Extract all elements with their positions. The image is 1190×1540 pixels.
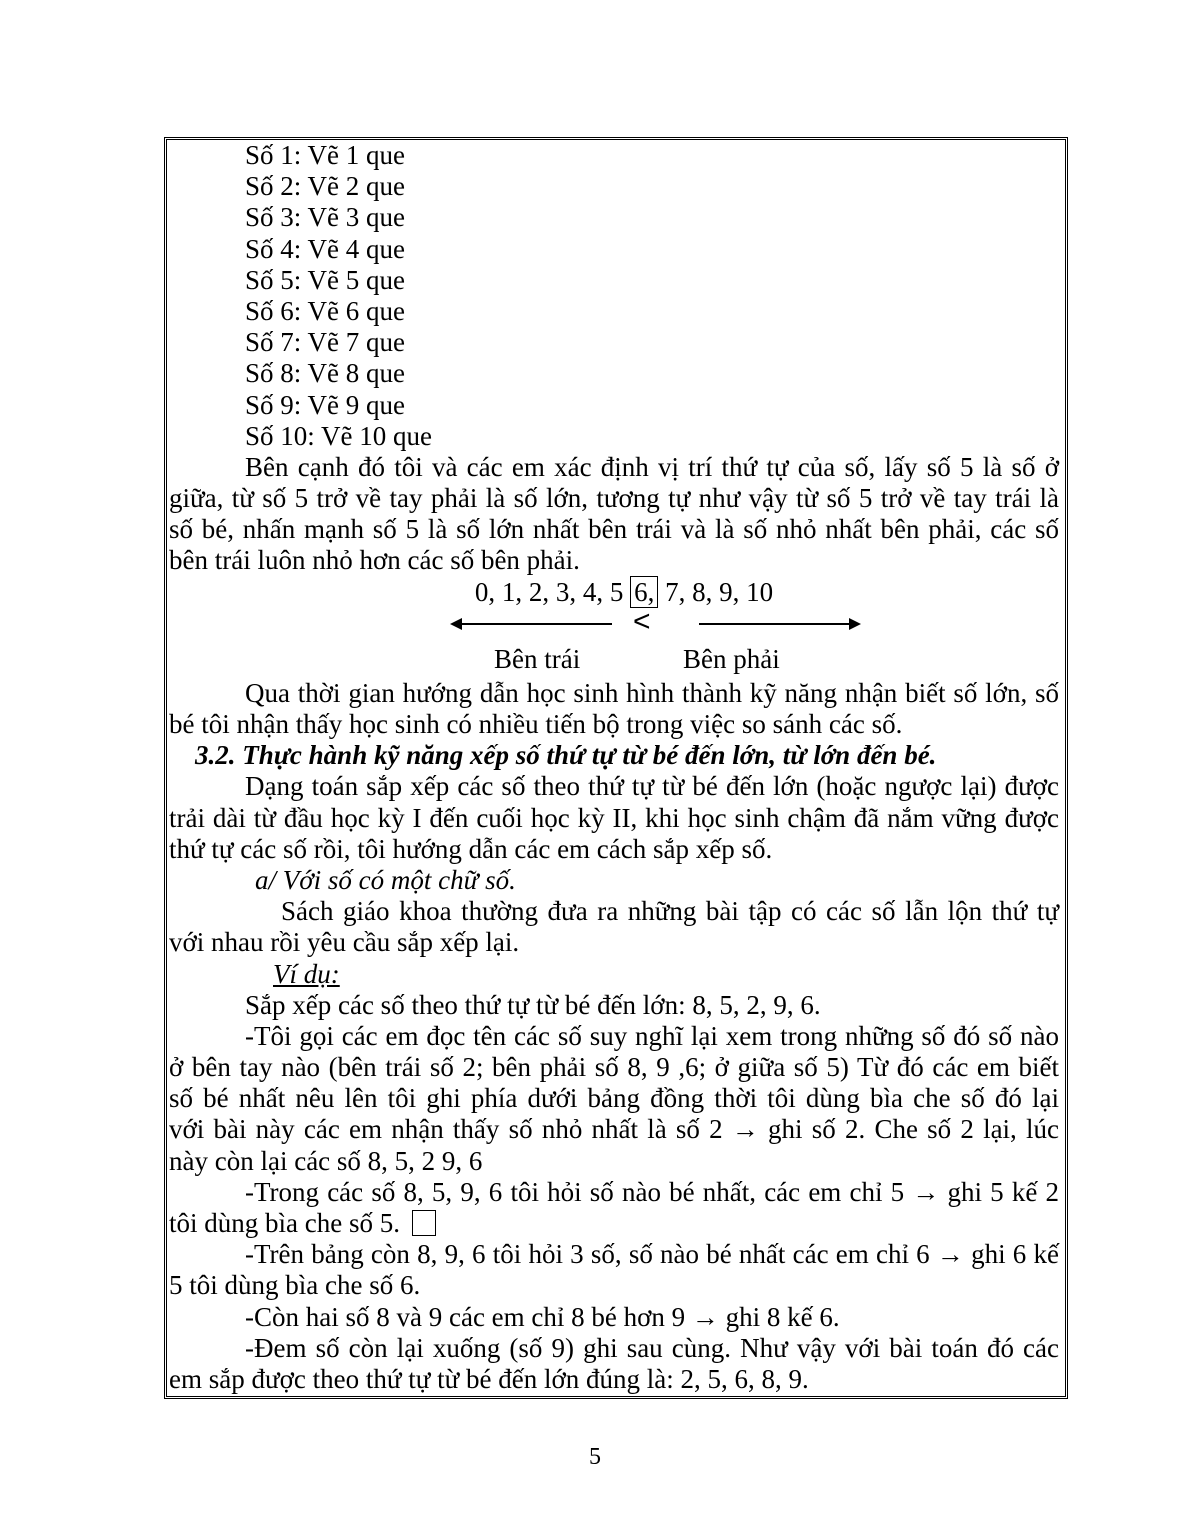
text-line: Dạng toán sắp xếp các số theo thứ tự từ bé đến lớn (hoặc ngược lại) được (245, 771, 1059, 802)
text-line: bé tôi nhận thấy học sinh có nhiều tiến bộ trong việc so sánh các số. (169, 709, 903, 739)
text-line: em sắp được theo thứ tự từ bé đến lớn đúng là: 2, 5, 6, 8, 9. (169, 1363, 809, 1394)
direction-arrows (169, 604, 1059, 642)
text-line: bên trái luôn nhỏ hơn các số bên phải. (169, 545, 580, 576)
subsection-heading: a/ Với số có một chữ số. (255, 864, 516, 895)
number-line (169, 577, 1059, 608)
task-line: Sắp xếp các số theo thứ tự từ bé đến lớn: 8, 5, 2, 9, 6. (245, 989, 821, 1020)
text-line: Số 7: Vẽ 7 que (245, 327, 405, 358)
right-arrow-icon (699, 623, 859, 625)
section-heading: 3.2. Thực hành kỹ năng xếp số thứ tự từ bé đến lớn, từ lớn đến bé. (195, 740, 937, 771)
text-line: Số 9: Vẽ 9 que (245, 389, 405, 420)
square-box-icon (412, 1210, 436, 1236)
less-than-symbol: < (633, 604, 651, 638)
left-arrow-icon (452, 623, 612, 625)
text-line: Số 4: Vẽ 4 que (245, 233, 405, 264)
page-number: 5 (589, 1444, 601, 1470)
text-line: này còn lại các số 8, 5, 2 9, 6 (169, 1145, 483, 1176)
text-line: 5 tôi dùng bìa che số 6. (169, 1270, 421, 1301)
number-sequence-after: 7, 8, 9, 10 (665, 576, 774, 607)
text-line: trải dài từ đầu học kỳ I đến cuối học kỳ II, khi học sinh chậm đã nắm vững được (169, 802, 1059, 833)
text-line: -Đem số còn lại xuống (số 9) ghi sau cùng. Như vậy với bài toán đó các (245, 1332, 1059, 1363)
text-line: Số 5: Vẽ 5 que (245, 264, 405, 295)
text-line (169, 1208, 1059, 1239)
number-sequence-before: 0, 1, 2, 3, 4, 5 (474, 576, 624, 607)
text-line: Số 1: Vẽ 1 que (245, 140, 405, 170)
text-line: -Tôi gọi các em đọc tên các số suy nghĩ lại xem trong những số đó số nào (245, 1020, 1059, 1051)
example-label: Ví dụ: (273, 958, 340, 989)
text-line: số bé, nhấn mạnh số 5 là số lớn nhất bên trái và là số nhỏ nhất bên phải, các số (169, 514, 1059, 545)
text-line: Số 10: Vẽ 10 que (245, 420, 432, 451)
text-line: với nhau rồi yêu cầu sắp xếp lại. (169, 927, 520, 958)
text-line: số bé nhất nêu lên tôi ghi phía dưới bảng đồng thời tôi dùng bìa che số đó lại (169, 1083, 1059, 1114)
text-line: thứ tự các số rồi, tôi hướng dẫn các em cách sắp xếp số. (169, 833, 773, 864)
text-line: Số 8: Vẽ 8 que (245, 358, 405, 389)
left-label: Bên trái (494, 643, 581, 674)
text-line: Số 6: Vẽ 6 que (245, 295, 405, 326)
right-label: Bên phải (683, 643, 780, 674)
text-line: giữa, từ số 5 trở về tay phải là số lớn, tương tự như vậy từ số 5 trở về tay trái là (169, 483, 1059, 514)
text-line: với bài này các em nhận thấy số nhỏ nhất là số 2 → ghi số 2. Che số 2 lại, lúc (169, 1114, 1059, 1145)
text-line: Số 2: Vẽ 2 que (245, 171, 405, 202)
text-line: -Trong các số 8, 5, 9, 6 tôi hỏi số nào bé nhất, các em chỉ 5 → ghi 5 kế 2 (245, 1176, 1059, 1207)
text-line: Số 3: Vẽ 3 que (245, 202, 405, 233)
text-line: Bên cạnh đó tôi và các em xác định vị trí thứ tự của số, lấy số 5 là số ở (245, 451, 1059, 482)
text-line: ở bên tay nào (bên trái số 2; bên phải số 8, 9 ,6; ở giữa số 5) Từ đó các em biết (169, 1052, 1059, 1083)
document-body (169, 140, 1059, 1395)
text-fragment: tôi dùng bìa che số 5. (169, 1208, 400, 1238)
boxed-number: 6, (630, 576, 658, 608)
text-line: Qua thời gian hướng dẫn học sinh hình thành kỹ năng nhận biết số lớn, số (245, 677, 1059, 708)
text-line: Sách giáo khoa thường đưa ra những bài tập có các số lẫn lộn thứ tự (281, 896, 1059, 927)
side-labels (169, 642, 1059, 678)
text-line: -Còn hai số 8 và 9 các em chỉ 8 bé hơn 9 → ghi 8 kế 6. (245, 1301, 840, 1332)
text-line: -Trên bảng còn 8, 9, 6 tôi hỏi 3 số, số nào bé nhất các em chỉ 6 → ghi 6 kế (245, 1239, 1059, 1270)
